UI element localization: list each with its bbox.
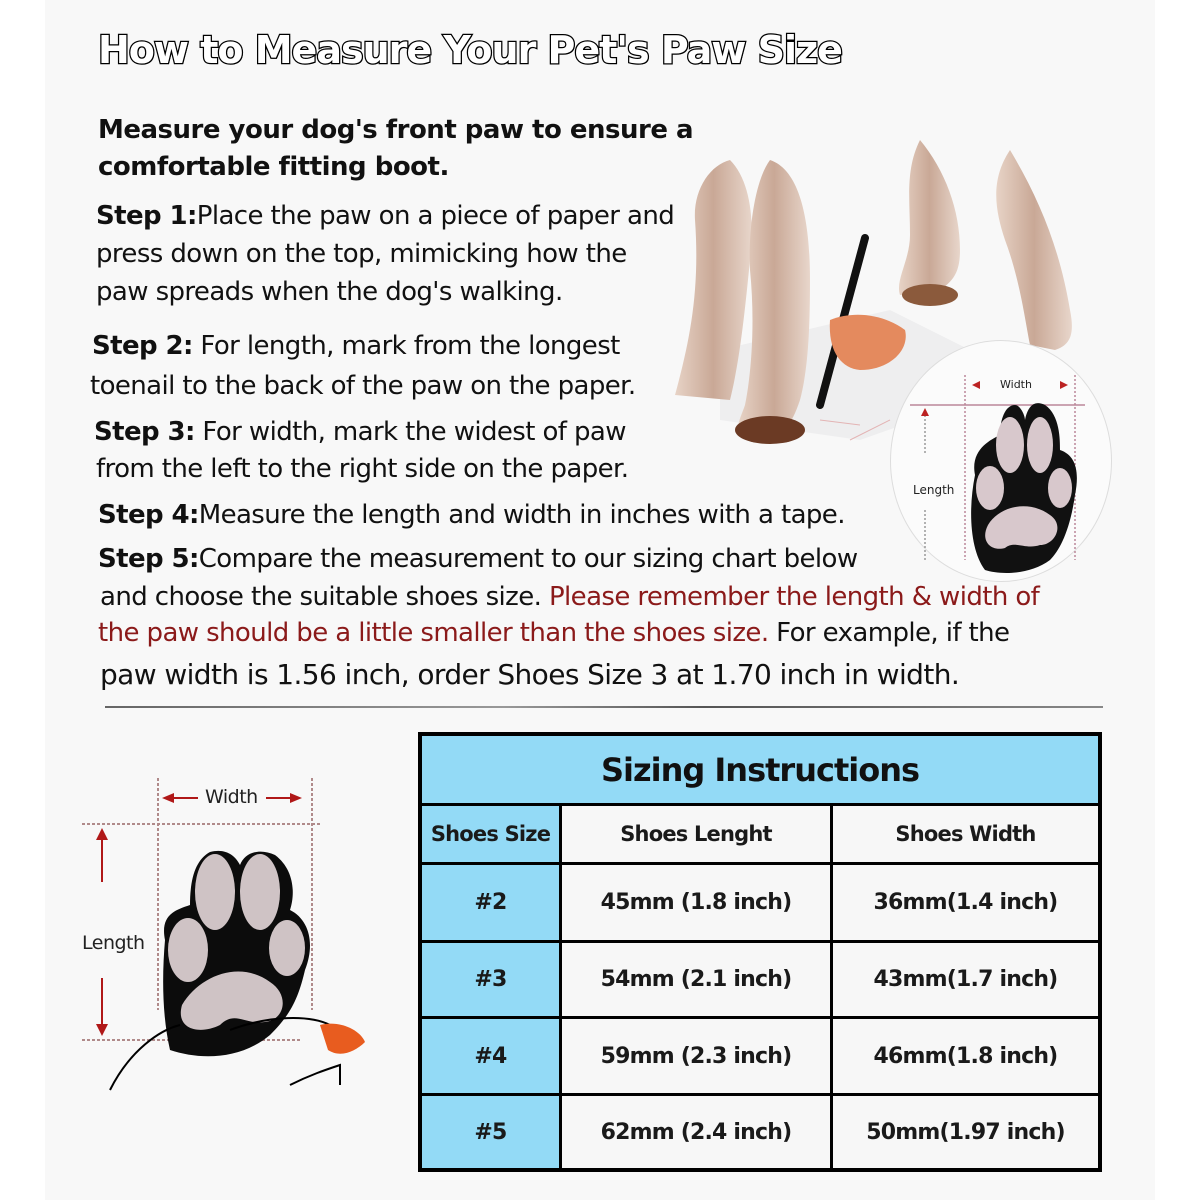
- step-5-line-3: [98, 614, 1009, 652]
- step-text: For width, mark the widest of paw: [202, 417, 626, 447]
- step-label: Step 2:: [92, 331, 193, 361]
- table-cell-width: 43mm(1.7 inch): [833, 943, 1098, 1016]
- step-text: and choose the suitable shoes size.: [100, 582, 542, 612]
- step-1-line-2: press down on the top, mimicking how the: [96, 239, 627, 269]
- step-5-line-2: [100, 578, 1039, 616]
- table-cell-length: 45mm (1.8 inch): [562, 865, 830, 940]
- header-shoes-length: Shoes Lenght: [562, 806, 830, 862]
- length-label: Length: [82, 932, 145, 954]
- example-text: For example, if the: [776, 618, 1010, 648]
- step-text: Place the paw on a piece of paper and: [196, 201, 675, 231]
- table-cell-size: #2: [422, 865, 559, 940]
- step-5-line-4: paw width is 1.56 inch, order Shoes Size 3 at 1.70 inch in width.: [100, 658, 960, 691]
- inset-length-label: Length: [913, 483, 955, 497]
- table-cell-length: 54mm (2.1 inch): [562, 943, 830, 1016]
- step-text: Compare the measurement to our sizing chart below: [198, 544, 858, 574]
- table-cell-width: 36mm(1.4 inch): [833, 865, 1098, 940]
- table-cell-size: #4: [422, 1019, 559, 1093]
- step-3: [94, 413, 626, 451]
- table-cell-width: 50mm(1.97 inch): [833, 1096, 1098, 1168]
- step-label: Step 5:: [98, 544, 199, 574]
- step-text: Measure the length and width in inches with a tape.: [198, 500, 845, 530]
- step-3-line-2: from the left to the right side on the paper.: [96, 454, 629, 484]
- paw-print-icon: [900, 360, 1120, 590]
- width-label: Width: [205, 786, 258, 808]
- section-divider: [105, 706, 1103, 708]
- table-title: Sizing Instructions: [422, 736, 1098, 803]
- table-cell-size: #5: [422, 1096, 559, 1168]
- sizing-table: [418, 732, 1102, 1172]
- step-1-line-3: paw spreads when the dog's walking.: [96, 277, 563, 307]
- step-1: [96, 197, 674, 235]
- header-shoes-width: Shoes Width: [833, 806, 1098, 862]
- step-2-line-2: toenail to the back of the paw on the paper.: [90, 371, 636, 401]
- header-shoes-size: Shoes Size: [422, 806, 559, 862]
- table-cell-width: 46mm(1.8 inch): [833, 1019, 1098, 1093]
- warning-text: the paw should be a little smaller than the shoes size.: [98, 618, 769, 648]
- paw-print-icon: [70, 760, 390, 1100]
- step-label: Step 4:: [98, 500, 199, 530]
- page-title: How to Measure Your Pet's Paw Size: [98, 28, 842, 72]
- step-label: Step 3:: [94, 417, 195, 447]
- table-cell-size: #3: [422, 943, 559, 1016]
- step-label: Step 1:: [96, 201, 197, 231]
- step-2: [92, 327, 620, 365]
- step-text: For length, mark from the longest: [200, 331, 620, 361]
- inset-width-label: Width: [1000, 378, 1032, 391]
- warning-text: Please remember the length & width of: [548, 582, 1040, 612]
- table-cell-length: 59mm (2.3 inch): [562, 1019, 830, 1093]
- table-cell-length: 62mm (2.4 inch): [562, 1096, 830, 1168]
- intro-text: Measure your dog's front paw to ensure a comfortable fitting boot.: [98, 115, 694, 182]
